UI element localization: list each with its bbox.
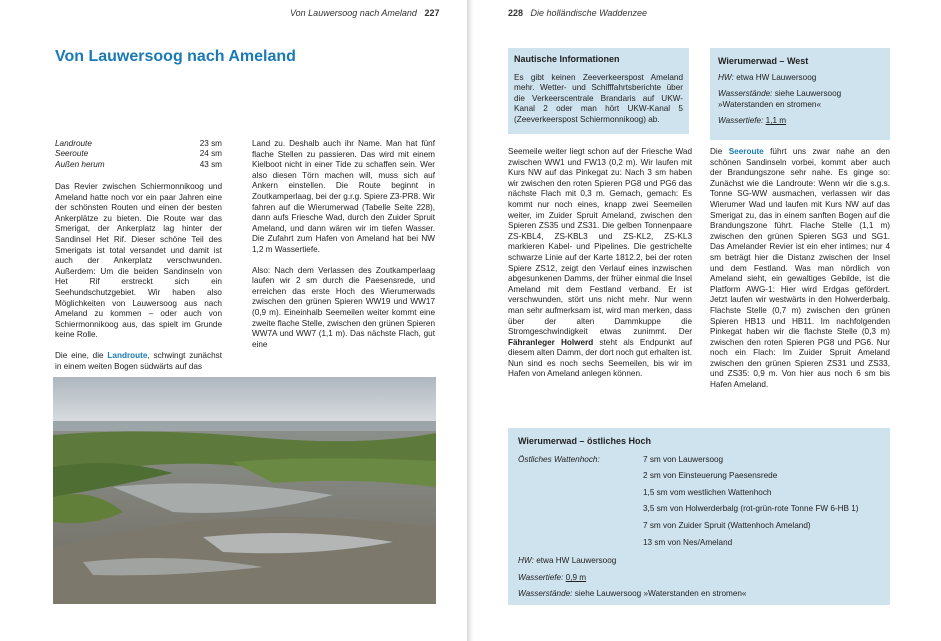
wierumerwad-east-box [508, 428, 890, 605]
route-value: 23 sm [199, 139, 222, 148]
left-page [0, 0, 468, 641]
list-item: 1,5 sm vom westlichen Wattenhoch [643, 487, 772, 497]
nautical-info-title: Nautische Informationen [514, 54, 620, 64]
right-column-1 [508, 147, 692, 380]
paragraph: Das Revier zwischen Schiermonnikoog und Ameland hatte noch vor ein paar Jahren eine der schönsten Routen und einen der besten Ankerplätze zu bieten. Die Route war das Smerigat, der Ankerplatz lag hinter der Sandinsel Het Rif. Dieser schöne Teil des Smerigats ist total versandet und damit ist auch der Ankerplatz verschwunden. Außerdem: Um die beiden Sandinseln von Het Rif erstreckt sich ein Seehundschutzgebiet. Wir haben also Möglichkeiten von Lauwersoog aus nach Ameland zu kommen – oder auch von Schiermonnikoog aus, das spielt im Grunde keine Rolle. [55, 182, 222, 340]
west-hw [718, 73, 882, 84]
route-label: Außen herum [55, 159, 105, 169]
label: HW: [718, 72, 734, 82]
value: 1,1 m [765, 116, 787, 126]
nautical-info-box [508, 48, 689, 134]
page-number-left: 227 [424, 8, 440, 18]
page-number-right: 228 [508, 8, 524, 18]
text: Die [710, 147, 729, 156]
label: Wasserstände: [518, 589, 573, 599]
route-label: Landroute [55, 139, 92, 148]
label: Wassertiefe: [518, 572, 564, 582]
right-column-2 [710, 147, 890, 391]
east-box-title: Wierumerwad – östliches Hoch [518, 436, 651, 446]
highlight-landroute: Landroute [107, 350, 148, 360]
route-value: 43 sm [199, 159, 222, 169]
list-item: 7 sm von Zuider Spruit (Wattenhoch Ameland) [643, 520, 811, 530]
left-column-1 [55, 182, 222, 382]
highlight-ferry-landing: Fähranleger Holwerd [508, 337, 594, 347]
running-head-text: Die holländische Waddenzee [530, 8, 647, 18]
text: , schwingt zunächst in einem weiten Bogen südwärts auf das [55, 350, 222, 371]
wadden-photo [53, 377, 436, 604]
running-head-text: Von Lauwersoog nach Ameland [290, 8, 417, 18]
list-item: 7 sm von Lauwersoog [643, 454, 724, 464]
right-page [473, 0, 941, 641]
route-value: 24 sm [199, 149, 222, 159]
label: Östliches Wattenhoch: [518, 454, 600, 464]
paragraph: führt uns zwar nahe an den schönen Sandinseln vorbei, kommt aber auch der Brandungszone sehr nahe. Es ginge so: Zunächst wie die Landroute: Wenn wir die s.g.s. Tonne SG-WW ausmachen, verlassen wir das Wierumer Wad und laufen mit Kurs NW auf das Smerigat zu, das in einem sanften Bogen auf die Brandungszone führt. Flache Stelle (1,1 m) zwischen den grünen Spieren SG3 und SG1. Das Amelander Revier ist ein eher intimes; nur 4 sm beträgt hier die Distanz zwischen der Insel und dem Festland. Was man nördlich von Ameland sieht, ein gewaltiges Gebilde, ist die Platform AWG-1: Hier wird Erdgas gefördert. Jetzt laufen wir westwärts in den Holwerderbalg. Flachste Stelle (0,7 m) zwischen den grünen Spieren HB13 und HB11. Im nachfolgenden Pinkegat haben wir die flachste Stelle (0,3 m) zwischen den roten Spieren PG8 und PG6. Nur noch ein Flach: Im Zuider Spruit Ameland zwischen den grünen Spieren ZS31 und ZS33, und ZS35: 0,9 m. Von hier aus noch 6 sm bis Hafen Ameland. [710, 147, 890, 390]
text: steht als Endpunkt auf diesem alten Damm, der dort noch gut erhalten ist. Nun sind es noch sechs Seemeilen, bis wir im Hafen von Ameland anlegen können. [508, 337, 692, 379]
label: HW: [518, 556, 534, 566]
highlight-seeroute: Seeroute [728, 147, 764, 156]
value: siehe Lauwersoog »Waterstanden en stromen« [718, 89, 842, 109]
route-label: Seeroute [55, 149, 89, 159]
chapter-title: Von Lauwersoog nach Ameland [55, 48, 296, 65]
route-row-land [55, 139, 222, 149]
wierumerwad-west-box [710, 48, 890, 140]
distance-list [643, 455, 859, 555]
paragraph: Seemeile weiter liegt schon auf der Friesche Wad zwischen WW1 und FW13 (0,2 m). Wir laufen mit Kurs NW auf das Pinkegat zu: Nach 3 sm haben wir zwischen den roten Spieren PG8 und PG6 das nächste Flach mit 0,3 m. Gemach, gemach: Es kommt nur noch eines, knapp zwei Seemeilen weiter, im Zuider Spruit Ameland, zwischen den Spieren ZS35 und ZS31. Die gelben Tonnenpaare ZS-KBL4, ZS-KBL3 und ZS-KL2, ZS-KL3 markieren Kabel- und Pipelines. Die gestrichelte schwarze Linie auf der Karte 1812.2, bei der roten Spiere ZS12, zeigt den Verlauf eines inzwischen abgesunkenen Damms, der früher einmal die Insel Ameland mit dem Festland verband. Er ist verschwunden, stört uns nicht mehr. Nur wenn man sehr aufmerksam ist, wird man merken, dass über der alten Dammkuppe die Stromgeschwindigkeit etwas zunimmt. Der [508, 147, 692, 337]
paragraph: Land zu. Deshalb auch ihr Name. Man hat fünf flache Stellen zu passieren. Das wird mit einem Kielboot nicht in einer Tide zu schaffen sein. Wer also diesen Törn machen will, muss sich auf Ankern einstellen. Die Route beginnt in Zoutkamperlaag, bei der g.r.g. Spiere Z3-PR8. Wir fahren auf die Wierumerwad (Tabelle Seite 228), dann aufs Friesche Wad, durch den Zuider Spruit Ameland, und dann wären wir im tiefen Wasser. Die Zufahrt zum Hafen von Ameland hat bei NW 1,2 m Wassertiefe. [252, 139, 435, 254]
left-column-2 [252, 139, 435, 360]
west-waterlevels [718, 89, 882, 110]
west-depth [718, 116, 882, 127]
list-item: 13 sm von Nes/Ameland [643, 537, 733, 547]
label: Wassertiefe: [718, 116, 764, 126]
east-depth [518, 573, 880, 584]
list-item: 2 sm von Einsteuerung Paesensrede [643, 471, 778, 481]
value: etwa HW Lauwersoog [536, 556, 617, 566]
text: Die eine, die [55, 350, 108, 360]
paragraph: Also: Nach dem Verlassen des Zoutkamperlaag laufen wir 2 sm durch die Paesensrede, und erreichen das erste Hoch des Wierumerwads zwischen den grünen Spieren WW19 und WW17 (0,9 m). Eineinhalb Seemeilen weiter kommt eine zweite flache Stelle, zwischen den grünen Spieren WW7A und WW7 (1,1 m). Das nächste Flach, gut eine [252, 265, 435, 349]
nautical-info-text: Es gibt keinen Zeeverkeerspost Ameland mehr. Wetter- und Schifffahrtsberichte über die Verkeerscentrale Brandaris auf UKW-Kanal 2 oder man hört UKW-Kanal 5 (Zeeverkeerspost Schiermonnikoog) ab. [514, 72, 683, 124]
route-row-sea [55, 149, 222, 159]
east-hw [518, 556, 880, 567]
mudflat-landscape-image [53, 377, 436, 604]
label: Wasserstände: [718, 89, 773, 99]
value: siehe Lauwersoog »Waterstanden en stromen« [574, 589, 747, 599]
list-item: 3,5 sm von Holwerderbalg (rot-grün-rote Tonne FW 6-HB 1) [643, 504, 859, 514]
running-head-right [508, 8, 647, 18]
value: 0,9 m [565, 572, 587, 582]
route-distances [55, 139, 222, 170]
route-row-outside [55, 160, 222, 170]
paragraph [55, 351, 222, 372]
value: etwa HW Lauwersoog [736, 72, 817, 82]
east-waterlevels [518, 589, 880, 600]
east-distances [518, 455, 880, 555]
running-head-left [290, 8, 439, 18]
west-box-title: Wierumerwad – West [718, 56, 809, 66]
